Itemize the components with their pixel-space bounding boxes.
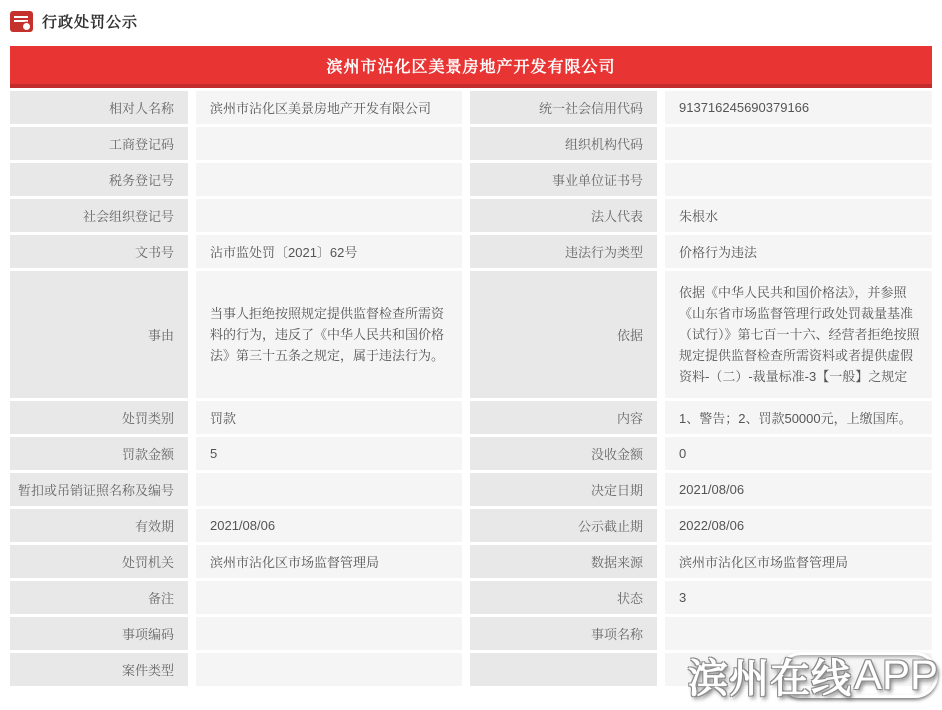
left-label-cell: 案件类型	[10, 653, 188, 686]
left-label-cell: 文书号	[10, 235, 188, 268]
right-label-cell: 内容	[470, 401, 657, 434]
right-value-cell	[665, 653, 932, 686]
left-value-cell: 5	[196, 437, 462, 470]
left-label-cell: 相对人名称	[10, 91, 188, 124]
left-label-cell: 社会组织登记号	[10, 199, 188, 232]
right-value-cell: 2022/08/06	[665, 509, 932, 542]
left-value-cell	[196, 653, 462, 686]
table-row	[10, 163, 932, 196]
watermark-cn-text: 滨州在线	[687, 656, 852, 701]
left-value-cell: 沾市监处罚〔2021〕62号	[196, 235, 462, 268]
right-value-cell	[665, 163, 932, 196]
left-label-cell: 暂扣或吊销证照名称及编号	[10, 473, 188, 506]
right-label-cell: 没收金额	[470, 437, 657, 470]
right-label-cell: 法人代表	[470, 199, 657, 232]
company-banner	[10, 46, 932, 88]
right-value-cell: 0	[665, 437, 932, 470]
left-label-cell: 事由	[10, 271, 188, 398]
right-label-cell: 事业单位证书号	[470, 163, 657, 196]
left-value-cell: 当事人拒绝按照规定提供监督检查所需资料的行为，违反了《中华人民共和国价格法》第三十五条之规定，属于违法行为。	[196, 271, 462, 398]
left-label-cell: 工商登记码	[10, 127, 188, 160]
left-value-cell	[196, 581, 462, 614]
left-value-cell	[196, 473, 462, 506]
table-row	[10, 235, 932, 268]
left-label-cell: 事项编码	[10, 617, 188, 650]
certificate-icon	[10, 11, 33, 32]
right-label-cell: 公示截止期	[470, 509, 657, 542]
watermark-app-text: APP	[853, 651, 938, 698]
table-row	[10, 91, 932, 124]
penalty-table	[10, 91, 932, 686]
right-label-cell: 数据来源	[470, 545, 657, 578]
right-value-cell: 价格行为违法	[665, 235, 932, 268]
right-value-cell: 朱根水	[665, 199, 932, 232]
table-row	[10, 271, 932, 398]
left-value-cell	[196, 163, 462, 196]
right-value-cell	[665, 127, 932, 160]
right-label-cell: 状态	[470, 581, 657, 614]
right-label-cell: 违法行为类型	[470, 235, 657, 268]
table-row	[10, 401, 932, 434]
right-value-cell: 913716245690379166	[665, 91, 932, 124]
left-value-cell: 滨州市沾化区市场监督管理局	[196, 545, 462, 578]
right-label-cell: 依据	[470, 271, 657, 398]
table-row	[10, 653, 932, 686]
table-row	[10, 437, 932, 470]
table-row	[10, 545, 932, 578]
right-value-cell: 3	[665, 581, 932, 614]
table-row	[10, 509, 932, 542]
left-label-cell: 处罚类别	[10, 401, 188, 434]
right-label-cell: 统一社会信用代码	[470, 91, 657, 124]
right-value-cell: 依据《中华人民共和国价格法》，并参照《山东省市场监督管理行政处罚裁量基准（试行）》第七百一十六、经营者拒绝按照规定提供监督检查所需资料或者提供虚假资料-（二）-裁量标准-3【一般】之规定	[665, 271, 932, 398]
table-row	[10, 581, 932, 614]
left-label-cell: 有效期	[10, 509, 188, 542]
right-value-cell: 1、警告；2、罚款50000元，上缴国库。	[665, 401, 932, 434]
left-label-cell: 税务登记号	[10, 163, 188, 196]
left-label-cell: 备注	[10, 581, 188, 614]
table-row	[10, 617, 932, 650]
right-label-cell: 事项名称	[470, 617, 657, 650]
left-label-cell: 罚款金额	[10, 437, 188, 470]
left-value-cell: 滨州市沾化区美景房地产开发有限公司	[196, 91, 462, 124]
right-label-cell	[470, 653, 657, 686]
table-row	[10, 199, 932, 232]
left-value-cell: 罚款	[196, 401, 462, 434]
table-row	[10, 127, 932, 160]
left-value-cell	[196, 199, 462, 232]
right-label-cell: 组织机构代码	[470, 127, 657, 160]
left-value-cell	[196, 127, 462, 160]
right-value-cell	[665, 617, 932, 650]
right-value-cell: 2021/08/06	[665, 473, 932, 506]
page-header	[10, 0, 932, 34]
left-value-cell: 2021/08/06	[196, 509, 462, 542]
left-value-cell	[196, 617, 462, 650]
right-label-cell: 决定日期	[470, 473, 657, 506]
page-title: 行政处罚公示	[42, 14, 139, 31]
table-row	[10, 473, 932, 506]
company-name: 滨州市沾化区美景房地产开发有限公司	[326, 58, 616, 76]
left-label-cell: 处罚机关	[10, 545, 188, 578]
right-value-cell: 滨州市沾化区市场监督管理局	[665, 545, 932, 578]
